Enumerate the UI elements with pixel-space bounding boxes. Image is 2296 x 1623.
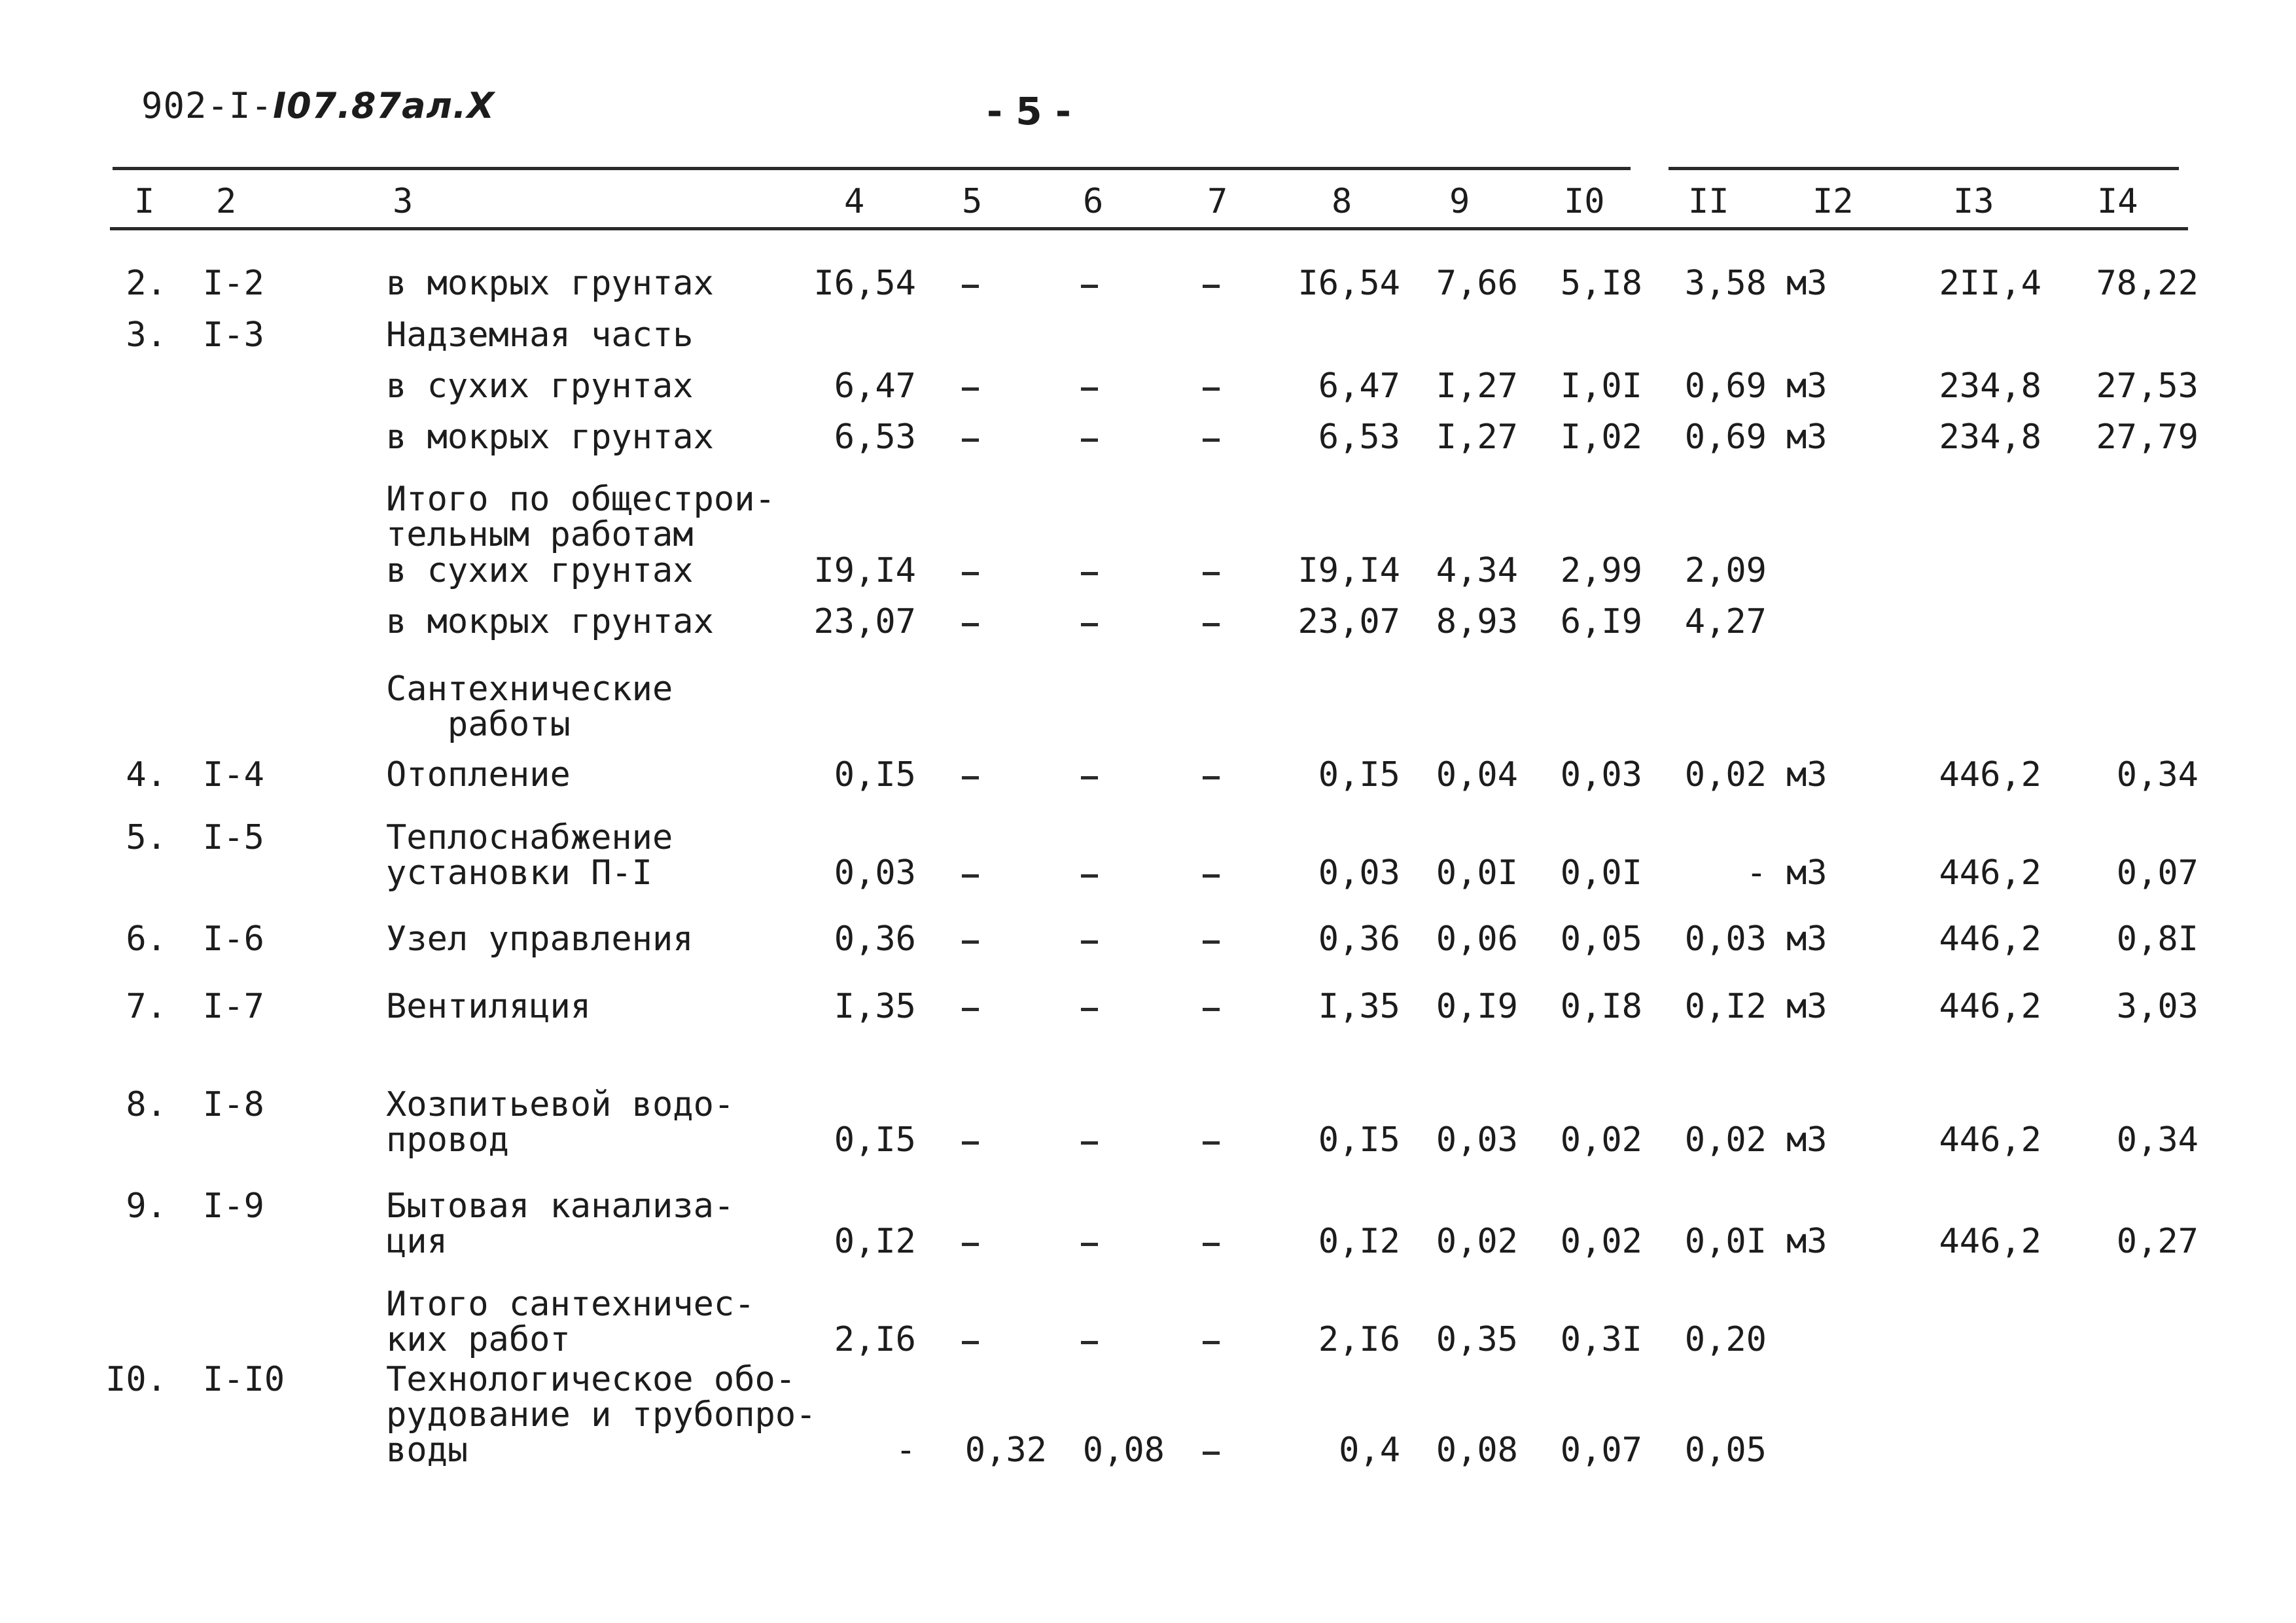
column-header-2: 2 [216,182,237,221]
cell-c8: 0,03 [1318,853,1400,893]
dash-mark-c5 [962,1243,979,1246]
column-header-7: 7 [1207,182,1228,221]
cell-c14: 0,8I [2116,919,2199,959]
cell-c12: м3 [1786,987,1828,1026]
row-description-line: в мокрых грунтах [386,264,714,303]
dash-mark-c5 [962,438,979,442]
cell-c10: 0,I8 [1560,987,1642,1026]
cell-c11: 0,69 [1684,418,1767,457]
row-description-line: в мокрых грунтах [386,602,714,641]
column-header-10: I0 [1564,182,1605,221]
table-top-rule-left [113,167,1631,170]
cell-c4: 0,I5 [834,755,916,794]
cell-c9: I,27 [1436,366,1518,406]
cell-c13: 234,8 [1939,418,2041,457]
dash-mark-c7 [1203,1008,1220,1011]
cell-c13: 446,2 [1939,919,2041,959]
document-code [141,85,495,126]
row-description-line: тельным работам [386,515,694,554]
dash-mark-c7 [1203,285,1220,288]
cell-c4: I,35 [834,987,916,1026]
dash-mark-c5 [962,940,979,944]
dash-mark-c6 [1081,623,1098,626]
cell-c8: 6,47 [1318,366,1400,406]
row-description-line: в мокрых грунтах [386,418,714,457]
dash-mark-c5 [962,572,979,575]
cell-c10: 0,0I [1560,853,1642,893]
dash-mark-c6 [1081,1243,1098,1246]
cell-c11: 0,05 [1684,1431,1767,1470]
row-description-line: Технологическое обо- [386,1360,796,1399]
dash-mark-c5 [962,776,979,779]
cell-c11: 0,02 [1684,1120,1767,1160]
row-description-line: в сухих грунтах [386,366,694,406]
cell-c9: 0,0I [1436,853,1518,893]
dash-mark-c6 [1081,776,1098,779]
cell-c2: I-I0 [203,1360,285,1399]
column-header-11: II [1688,182,1729,221]
cell-c1: 3. [126,315,167,355]
cell-c9: 0,04 [1436,755,1518,794]
cell-c4: I6,54 [813,264,916,303]
row-description-line: воды [386,1431,468,1470]
dash-mark-c5 [962,1008,979,1011]
dash-mark-c5 [962,387,979,391]
cell-c2: I-8 [203,1085,264,1124]
cell-c10: 0,02 [1560,1222,1642,1261]
cell-c2: I-7 [203,987,264,1026]
cell-c6: 0,08 [1082,1431,1165,1470]
cell-c1: 6. [126,919,167,959]
cell-c2: I-9 [203,1186,264,1226]
dash-mark-c7 [1203,1141,1220,1145]
row-description-line: Итого сантехничес- [386,1285,755,1324]
dash-mark-c5 [962,1341,979,1344]
cell-c4: 0,I5 [834,1120,916,1160]
cell-c12: м3 [1786,1120,1828,1160]
cell-c8: I6,54 [1298,264,1400,303]
dash-mark-c6 [1081,1008,1098,1011]
cell-c13: 446,2 [1939,1120,2041,1160]
cell-c14: 3,03 [2116,987,2199,1026]
cell-c9: 8,93 [1436,602,1518,641]
page-number: - 5 - [987,89,1071,134]
cell-c14: 27,53 [2096,366,2199,406]
cell-c14: 0,34 [2116,1120,2199,1160]
cell-c2: I-3 [203,315,264,355]
dash-mark-c5 [962,623,979,626]
cell-c10: I,02 [1560,418,1642,457]
row-description-line: Теплоснабжение [386,818,673,857]
row-description-line: Хозпитьевой водо- [386,1085,735,1124]
dash-mark-c7 [1203,572,1220,575]
cell-c5: 0,32 [964,1431,1047,1470]
row-description-line: в сухих грунтах [386,551,694,590]
row-description-line: провод [386,1120,509,1160]
dash-mark-c6 [1081,1341,1098,1344]
header-bottom-rule [110,227,2188,230]
table-top-rule-right [1669,167,2179,170]
cell-c11: 0,0I [1684,1222,1767,1261]
cell-c12: м3 [1786,366,1828,406]
cell-c14: 27,79 [2096,418,2199,457]
cell-c8: 0,I5 [1318,755,1400,794]
cell-c9: 0,35 [1436,1320,1518,1359]
cell-c9: 7,66 [1436,264,1518,303]
cell-c4: 0,03 [834,853,916,893]
row-description-line: Отопление [386,755,571,794]
column-header-14: I4 [2097,182,2138,221]
dash-mark-c6 [1081,940,1098,944]
cell-c13: 234,8 [1939,366,2041,406]
cell-c11: 0,20 [1684,1320,1767,1359]
cell-c14: 0,34 [2116,755,2199,794]
row-description-line: ция [386,1222,448,1261]
column-header-4: 4 [844,182,865,221]
cell-c4: 0,I2 [834,1222,916,1261]
cell-c4: - [895,1431,916,1470]
cell-c11: 0,I2 [1684,987,1767,1026]
row-description-line: рудование и трубопро- [386,1395,817,1435]
row-description-line: Бытовая канализа- [386,1186,735,1226]
dash-mark-c5 [962,874,979,878]
row-description-line: Узел управления [386,919,694,959]
dash-mark-c6 [1081,387,1098,391]
dash-mark-c5 [962,285,979,288]
cell-c9: 0,08 [1436,1431,1518,1470]
cell-c12: м3 [1786,1222,1828,1261]
cell-c11: 3,58 [1684,264,1767,303]
dash-mark-c7 [1203,874,1220,878]
dash-mark-c7 [1203,940,1220,944]
cell-c1: 9. [126,1186,167,1226]
cell-c10: 6,I9 [1560,602,1642,641]
dash-mark-c7 [1203,1341,1220,1344]
cell-c10: 0,02 [1560,1120,1642,1160]
cell-c10: 0,3I [1560,1320,1642,1359]
cell-c2: I-5 [203,818,264,857]
row-description-line: Сантехнические [386,669,673,709]
cell-c11: 2,09 [1684,551,1767,590]
cell-c8: 6,53 [1318,418,1400,457]
dash-mark-c6 [1081,438,1098,442]
cell-c4: I9,I4 [813,551,916,590]
cell-c9: 0,02 [1436,1222,1518,1261]
dash-mark-c7 [1203,387,1220,391]
dash-mark-c6 [1081,1141,1098,1145]
dash-mark-c7 [1203,623,1220,626]
cell-c12: м3 [1786,853,1828,893]
cell-c8: I,35 [1318,987,1400,1026]
cell-c10: 5,I8 [1560,264,1642,303]
column-header-13: I3 [1953,182,1994,221]
cell-c9: 0,I9 [1436,987,1518,1026]
cell-c12: м3 [1786,919,1828,959]
cell-c9: 0,06 [1436,919,1518,959]
row-description-line: установки П-I [386,853,652,893]
cell-c10: 0,05 [1560,919,1642,959]
cell-c4: 0,36 [834,919,916,959]
document-code-suffix: ал.X [401,85,495,126]
cell-c4: 23,07 [813,602,916,641]
cell-c4: 2,I6 [834,1320,916,1359]
cell-c8: I9,I4 [1298,551,1400,590]
cell-c4: 6,53 [834,418,916,457]
column-header-6: 6 [1083,182,1104,221]
cell-c13: 446,2 [1939,987,2041,1026]
cell-c9: 0,03 [1436,1120,1518,1160]
column-header-3: 3 [393,182,414,221]
row-description-line: Итого по общестрои- [386,480,775,519]
cell-c8: 0,4 [1339,1431,1400,1470]
cell-c8: 0,36 [1318,919,1400,959]
cell-c12: м3 [1786,418,1828,457]
cell-c8: 0,I5 [1318,1120,1400,1160]
cell-c11: - [1746,853,1767,893]
row-description-line: Надземная часть [386,315,694,355]
cell-c11: 0,03 [1684,919,1767,959]
cell-c2: I-6 [203,919,264,959]
dash-mark-c7 [1203,438,1220,442]
dash-mark-c6 [1081,572,1098,575]
cell-c2: I-2 [203,264,264,303]
cell-c13: 446,2 [1939,755,2041,794]
cell-c11: 4,27 [1684,602,1767,641]
cell-c14: 0,07 [2116,853,2199,893]
column-header-9: 9 [1449,182,1470,221]
cell-c1: 8. [126,1085,167,1124]
cell-c13: 446,2 [1939,1222,2041,1261]
row-description-line: ких работ [386,1320,571,1359]
column-header-12: I2 [1812,182,1854,221]
cell-c11: 0,02 [1684,755,1767,794]
column-header-8: 8 [1332,182,1352,221]
cell-c10: 0,03 [1560,755,1642,794]
cell-c12: м3 [1786,264,1828,303]
dash-mark-c7 [1203,1452,1220,1455]
cell-c10: 2,99 [1560,551,1642,590]
cell-c12: м3 [1786,755,1828,794]
cell-c1: 5. [126,818,167,857]
row-description-line: Вентиляция [386,987,592,1026]
cell-c10: I,0I [1560,366,1642,406]
cell-c1: I0. [105,1360,167,1399]
cell-c1: 4. [126,755,167,794]
cell-c2: I-4 [203,755,264,794]
column-header-5: 5 [962,182,983,221]
cell-c13: 2II,4 [1939,264,2041,303]
cell-c8: 0,I2 [1318,1222,1400,1261]
dash-mark-c6 [1081,874,1098,878]
cell-c9: 4,34 [1436,551,1518,590]
cell-c1: 2. [126,264,167,303]
dash-mark-c6 [1081,285,1098,288]
document-code-handwritten: I07.87 [273,85,402,126]
cell-c11: 0,69 [1684,366,1767,406]
dash-mark-c7 [1203,776,1220,779]
cell-c9: I,27 [1436,418,1518,457]
cell-c1: 7. [126,987,167,1026]
cell-c4: 6,47 [834,366,916,406]
cell-c10: 0,07 [1560,1431,1642,1470]
dash-mark-c7 [1203,1243,1220,1246]
row-description-line: работы [386,705,571,744]
cell-c8: 2,I6 [1318,1320,1400,1359]
document-code-prefix: 902-I- [141,85,274,126]
cell-c8: 23,07 [1298,602,1400,641]
cell-c14: 78,22 [2096,264,2199,303]
cell-c14: 0,27 [2116,1222,2199,1261]
column-header-1: I [134,182,155,221]
cell-c13: 446,2 [1939,853,2041,893]
dash-mark-c5 [962,1141,979,1145]
